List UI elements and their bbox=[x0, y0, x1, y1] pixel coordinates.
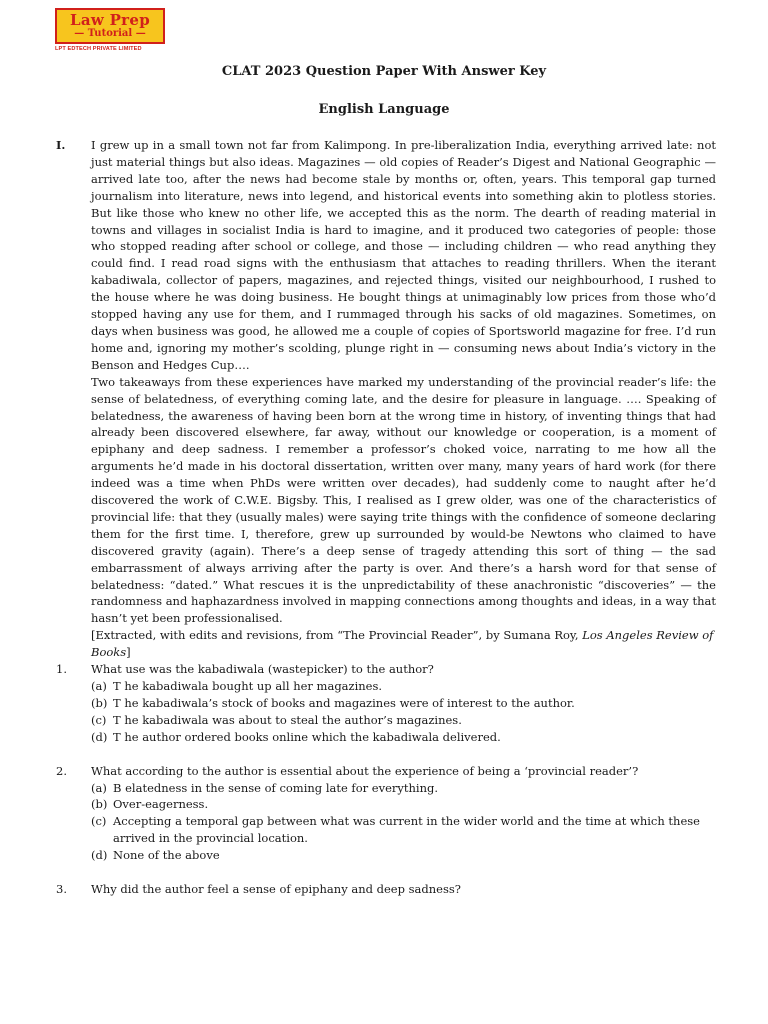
source-publication: Los Angeles Review of Books bbox=[91, 628, 714, 660]
option-text: B elatedness in the sense of coming late for everything. bbox=[113, 780, 438, 795]
spacer bbox=[56, 864, 716, 881]
document-body bbox=[56, 137, 716, 898]
question-number: 3. bbox=[56, 882, 67, 897]
option-text: T he kabadiwala bought up all her magazines. bbox=[113, 679, 383, 693]
option-letter: (d) bbox=[91, 729, 108, 744]
section-heading: English Language bbox=[318, 102, 450, 117]
option-text: T he kabadiwala was about to steal the author’s magazines. bbox=[113, 712, 462, 727]
question-2 bbox=[56, 763, 716, 864]
option-c[interactable] bbox=[91, 712, 716, 729]
option-letter: (a) bbox=[91, 679, 107, 693]
passage-source bbox=[91, 627, 716, 661]
option-letter: (b) bbox=[91, 797, 108, 812]
logo-sub-text: — Tutorial — bbox=[74, 28, 146, 39]
question-1 bbox=[56, 661, 716, 746]
option-letter: (c) bbox=[91, 712, 107, 727]
passage bbox=[56, 137, 716, 661]
option-b[interactable] bbox=[91, 695, 716, 712]
question-content bbox=[91, 763, 716, 864]
question-text: What use was the kabadiwala (wastepicker) to the author? bbox=[91, 662, 434, 677]
option-text: Over-eagerness. bbox=[113, 797, 209, 812]
option-d[interactable] bbox=[91, 847, 716, 864]
question-content bbox=[91, 661, 716, 746]
source-suffix: ] bbox=[126, 645, 131, 660]
source-prefix: [Extracted, with edits and revisions, from “The Provincial Reader”, by Sumana Roy, bbox=[91, 628, 583, 643]
option-letter: (d) bbox=[91, 848, 108, 863]
option-b[interactable] bbox=[91, 796, 716, 813]
passage-paragraph-1: I grew up in a small town not far from Kalimpong. In pre-liberalization India, everything arrived late: not just material things but also ideas. Magazines — old copies of Reader’s Digest and National Geographic — arrived late too, after the news had become stale by months or, often, years. This temporal gap turned journalism into literature, news into legend, and historical events into something akin to plotless stories. But like those who knew no other life, we accepted this as the norm. The dearth of reading material in towns and villages in socialist India is hard to imagine, and it produced two categories of people: those who stopped reading after school or college, and those — including children — who read anything they could find. I read road signs with the enthusiasm that attaches to reading thrillers. When the iterant kabadiwala, collector of papers, magazines, and rejected things, visited our neighbourhood, I rushed to the house where he was doing business. He bought things at unimaginably low prices from those who’d stopped having any use for them, and I rummaged through his sacks of old magazines. Sometimes, on days when business was good, he allowed me a couple of copies of Sportsworld magazine for free. I’d run home and, ignoring my mother’s scolding, plunge right in — consuming news about India’s victory in the Benson and Hedges Cup…. bbox=[91, 138, 716, 372]
passage-number: I. bbox=[56, 138, 66, 152]
options-list bbox=[91, 780, 716, 865]
option-text: T he kabadiwala’s stock of books and magazines were of interest to the author. bbox=[113, 695, 575, 710]
option-a[interactable] bbox=[91, 678, 716, 695]
option-letter: (c) bbox=[91, 814, 107, 829]
option-letter: (a) bbox=[91, 780, 107, 795]
question-content bbox=[91, 881, 716, 898]
option-text: T he author ordered books online which the kabadiwala delivered. bbox=[113, 729, 501, 744]
option-a[interactable] bbox=[91, 780, 716, 797]
options-list bbox=[91, 678, 716, 746]
question-number: 2. bbox=[56, 763, 67, 778]
option-letter: (b) bbox=[91, 695, 108, 710]
option-text: None of the above bbox=[113, 848, 220, 863]
logo-badge bbox=[55, 8, 165, 44]
option-c[interactable] bbox=[91, 813, 716, 847]
law-prep-logo bbox=[55, 8, 169, 52]
logo-tagline: LPT EDTECH PRIVATE LIMITED bbox=[55, 46, 142, 52]
logo-main-text: Law Prep bbox=[69, 11, 150, 29]
question-number: 1. bbox=[56, 662, 67, 677]
option-d[interactable] bbox=[91, 729, 716, 746]
page-title: CLAT 2023 Question Paper With Answer Key bbox=[221, 64, 547, 79]
passage-paragraph-2: Two takeaways from these experiences have marked my understanding of the provincial reader’s life: the sense of belatedness, of everything coming late, and the desire for pleasure in language. …. Speaking of belatedness, the awareness of having been born at the wrong time in history, of inventing things that had already been discovered elsewhere, far away, without our knowledge or cooperation, is a moment of epiphany and deep sadness. I remember a professor’s choked voice, narrating to me how all the arguments he’d made in his doctoral dissertation, written over many, many years of hard work (for there indeed was a time when PhDs were written over decades), had suddenly come to naught after he’d discovered the work of C.W.E. Bigsby. This, I realised as I grew older, was one of the characteristics of provincial life: that they (usually males) were saying trite things with the confidence of someone declaring them for the first time. I, therefore, grew up surrounded by would-be Newtons who claimed to have discovered gravity (again). There’s a deep sense of tragedy attending this sort of thing — the sad embarrassment of always arriving after the party is over. And there’s a harsh word for that sense of belatedness: “dated.” What rescues it is the unpredictability of these anachronistic “discoveries” — the randomness and haphazardness involved in mapping connections among thoughts and ideas, in a way that hasn’t yet been professionalised. bbox=[91, 374, 716, 626]
question-text: What according to the author is essential about the experience of being a ‘provincial reader’? bbox=[91, 763, 639, 778]
question-3 bbox=[56, 881, 716, 898]
passage-content bbox=[91, 137, 716, 661]
option-text: Accepting a temporal gap between what was current in the wider world and the time at which these arrived in the provincial location. bbox=[113, 814, 700, 846]
spacer bbox=[56, 746, 716, 763]
question-text: Why did the author feel a sense of epiphany and deep sadness? bbox=[91, 882, 461, 897]
